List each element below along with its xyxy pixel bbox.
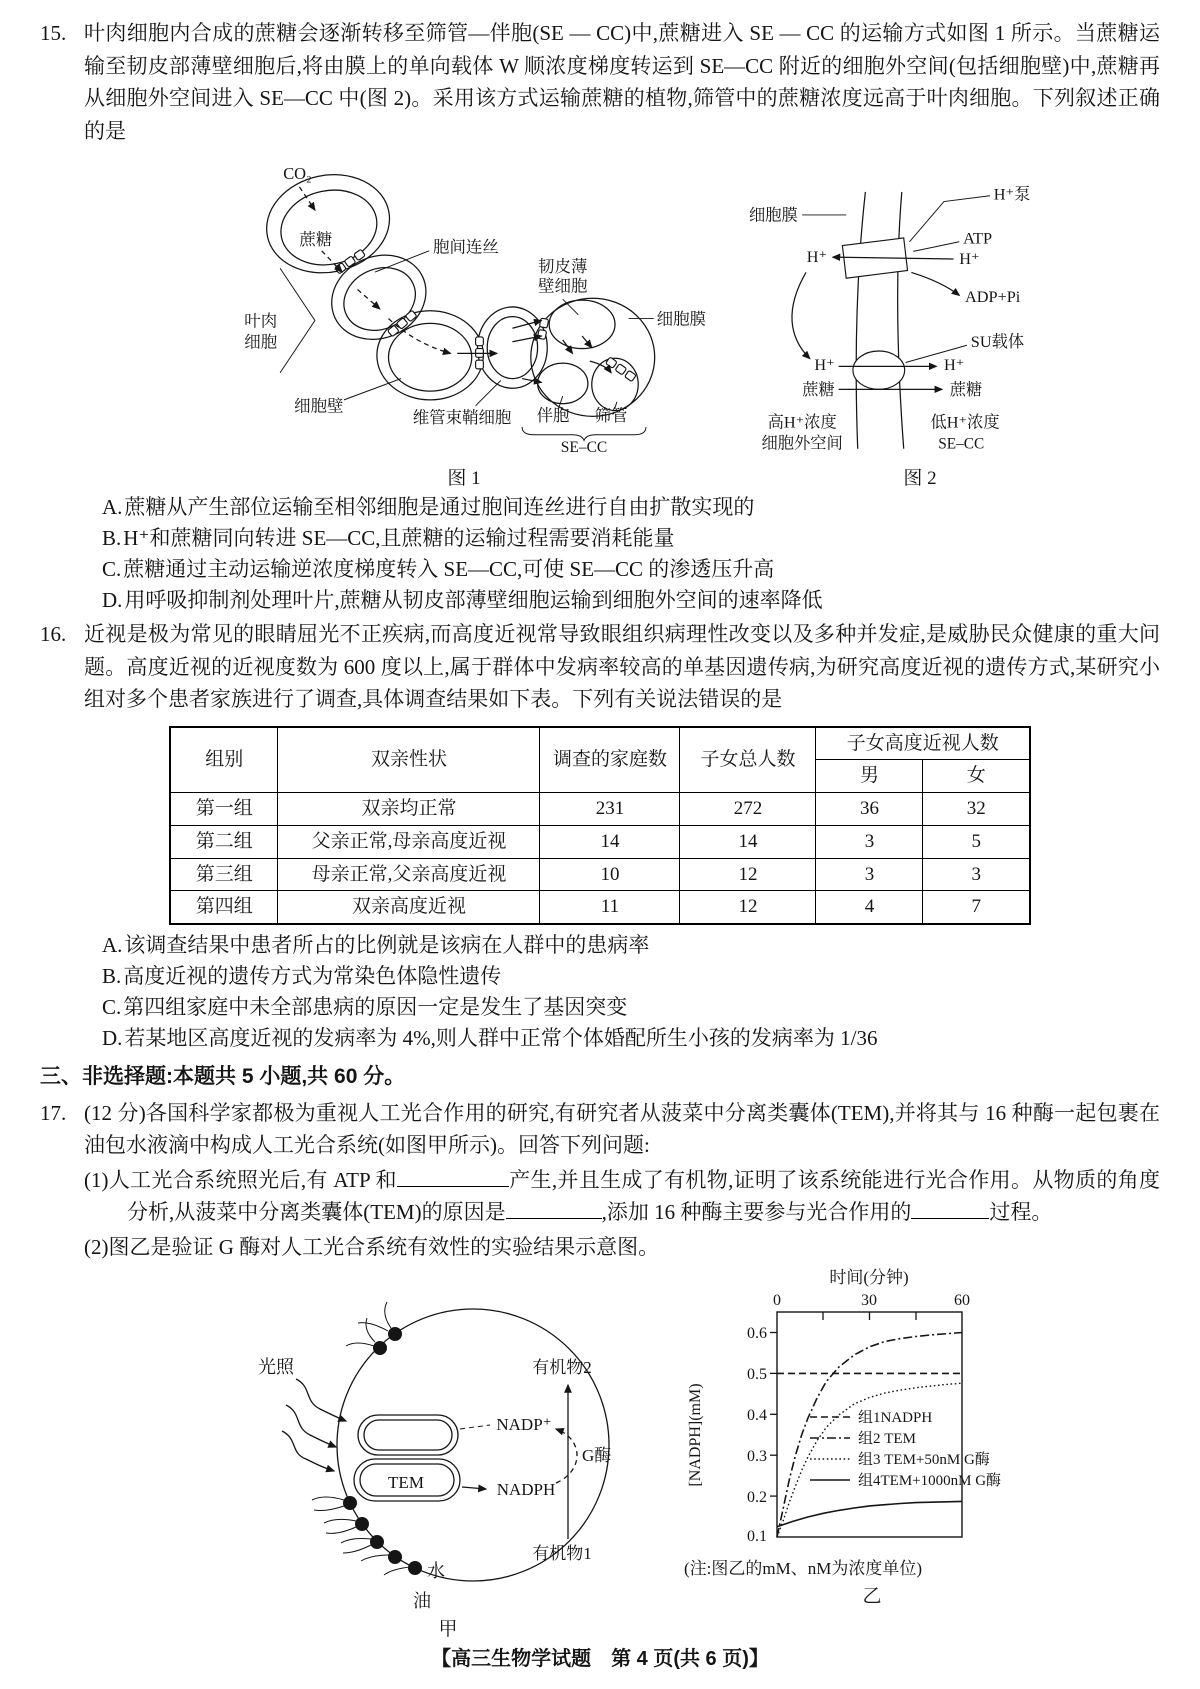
option-label: C.: [102, 557, 122, 582]
cell: 第二组: [170, 825, 278, 858]
table-row: [170, 858, 1030, 891]
question-17-figures: [238, 1267, 1160, 1641]
fig1-phloem-label-1: 韧皮薄: [538, 257, 588, 277]
cell: 第一组: [170, 793, 278, 826]
light-label: 光照: [258, 1357, 294, 1378]
option-16-c: [102, 993, 1160, 1022]
curve-series-4: [777, 1502, 962, 1527]
tem-label: TEM: [388, 1473, 424, 1493]
option-text: 若某地区高度近视的发病率为 4%,则人群中正常个体婚配所生小孩的发病率为 1/36: [124, 1026, 878, 1051]
option-16-a: [102, 931, 1160, 960]
option-16-d: [102, 1024, 1160, 1053]
y-tick-02: 0.2: [747, 1489, 767, 1507]
cell: 3: [816, 858, 923, 891]
table-row: [170, 793, 1030, 826]
figure-2-diagram: [714, 149, 1126, 461]
organic2-label: 有机物2: [532, 1358, 592, 1378]
option-text: 蔗糖从产生部位运输至相邻细胞是通过胞间连丝进行自由扩散实现的: [124, 495, 755, 520]
su-carrier-shape: [853, 351, 905, 389]
y-tick-01: 0.1: [747, 1528, 767, 1546]
col-header-families: 调查的家庭数: [540, 727, 680, 793]
g-enzyme-label: G酶: [582, 1446, 612, 1466]
option-label: B.: [102, 526, 122, 551]
question-16-number: 16.: [40, 622, 67, 647]
option-text: H⁺和蔗糖同向转进 SE—CC,且蔗糖的运输过程需要消耗能量: [123, 526, 675, 551]
col-header-male: 男: [816, 760, 923, 793]
y-tick-marks: [770, 1333, 777, 1497]
oil-label: 油: [413, 1591, 431, 1612]
option-label: B.: [102, 964, 122, 989]
option-16-b: [102, 962, 1160, 991]
part1-text-2: 产生,并且生成了有机物,证明了该系统能进行光合作用。从物质的角度分析,从菠菜中分离类囊体(TEM)的原因是: [127, 1167, 1160, 1225]
cell: 231: [540, 793, 680, 826]
cell: 14: [680, 825, 816, 858]
answer-blank-1: [397, 1165, 509, 1187]
question-17: [40, 1097, 1160, 1264]
fig2-secc-label: SE–CC: [938, 435, 985, 453]
membrane-lines: [856, 192, 903, 449]
cell: 3: [923, 858, 1030, 891]
y-tick-06: 0.6: [747, 1325, 767, 1343]
fig2-h-left-low-label: H⁺: [814, 355, 835, 375]
part1-text-1: (1)人工光合系统照光后,有 ATP 和: [84, 1167, 397, 1192]
col-header-children: 子女总人数: [680, 727, 816, 793]
option-label: D.: [102, 588, 123, 613]
bundle-sheath-cell: [377, 311, 483, 400]
reaction-arrows: [460, 1385, 577, 1539]
cell: 双亲高度近视: [278, 891, 540, 924]
figure-1-diagram: [222, 149, 706, 461]
cell: 12: [680, 858, 816, 891]
question-16-stem: 近视是极为常见的眼睛屈光不正疾病,而高度近视常导致眼组织病理性改变以及多种并发症,是威胁民众健康的重大问题。高度近视的近视度数为 600 度以上,属于群体中发病率较高的单基因遗传病,为研究高度近视的遗传方式,某研究小组对多个患者家族进行了调查,具体调查结果如下表。下列有关说法错误的是: [84, 622, 1160, 712]
option-label: A.: [102, 495, 123, 520]
cell: 10: [540, 858, 680, 891]
fig1-sieve-label: 筛管: [594, 406, 628, 426]
fig1-phloem-label-2: 壁细胞: [538, 276, 588, 296]
option-label: A.: [102, 933, 123, 958]
mesophyll-cell-b: [318, 240, 440, 355]
legend-series-1: 组1NADPH: [858, 1410, 933, 1427]
option-text: 高度近视的遗传方式为常染色体隐性遗传: [123, 964, 502, 989]
cell: 5: [923, 825, 1030, 858]
question-15-number: 15.: [40, 21, 67, 45]
cell: 272: [680, 793, 816, 826]
light-rays: [282, 1379, 346, 1471]
fig1-membrane-label: 细胞膜: [656, 309, 706, 329]
part1-text-4: 过程。: [989, 1200, 1053, 1225]
chart-note: (注:图乙的mM、nM为浓度单位): [684, 1559, 922, 1579]
fig2-pump-label: H⁺泵: [993, 184, 1031, 204]
question-15: [40, 17, 1160, 147]
nadp-label: NADP⁺: [496, 1415, 552, 1435]
cell: 第四组: [170, 891, 278, 924]
answer-blank-2: [506, 1197, 602, 1219]
fig1-sucrose-label: 蔗糖: [299, 230, 333, 250]
surfactant-dots-upper: [346, 1302, 402, 1355]
option-text: 蔗糖通过主动运输逆浓度梯度转入 SE—CC,可使 SE—CC 的渗透压升高: [123, 557, 775, 582]
x-tick-30: 30: [861, 1292, 877, 1310]
part1-text-3: ,添加 16 种酶主要参与光合作用的: [601, 1200, 912, 1225]
figure-2-caption: 图 2: [903, 468, 937, 490]
x-tick-60: 60: [954, 1292, 970, 1310]
question-15-stem: 叶肉细胞内合成的蔗糖会逐渐转移至筛管—伴胞(SE — CC)中,蔗糖进入 SE — CC 的运输方式如图 1 所示。当蔗糖运输至韧皮部薄壁细胞后,将由膜上的单向载体 W 顺浓度梯度转运到 SE—CC 附近的细胞外空间(包括细胞壁)中,蔗糖再从细胞外空间进入 SE—CC 中(图 2)。采用该方式运输蔗糖的植物,筛管中的蔗糖浓度远高于叶肉细胞。下列叙述正确的是: [84, 21, 1160, 143]
question-17-part1: [84, 1164, 1160, 1229]
fig1-companion-label: 伴胞: [536, 406, 570, 426]
figure-1-caption: 图 1: [447, 468, 481, 490]
fig1-co2-label: CO₂: [283, 164, 312, 184]
col-header-female: 女: [923, 760, 1030, 793]
figure-yi-chart: [682, 1267, 1062, 1552]
option-text: 第四组家庭中未全部患病的原因一定是发生了基因突变: [123, 995, 628, 1020]
chart-legend: [810, 1409, 1001, 1489]
question-17-stem: (12 分)各国科学家都极为重视人工光合作用的研究,有研究者从菠菜中分离类囊体(TEM),并将其与 16 种酶一起包裹在油包水液滴中构成人工光合系统(如图甲所示)。回答下列问题:: [84, 1100, 1160, 1158]
question-17-number: 17.: [40, 1100, 67, 1125]
question-16-options: [84, 931, 1160, 1053]
cell: 14: [540, 825, 680, 858]
chart-x-axis-title: 时间(分钟): [829, 1268, 909, 1288]
option-text: 该调查结果中患者所占的比例就是该病在人群中的患病率: [124, 933, 650, 958]
nadph-label: NADPH: [496, 1480, 556, 1500]
x-tick-marks: [823, 1312, 916, 1320]
fig2-low-h-label: 低H⁺浓度: [930, 412, 1000, 432]
fig2-sucrose-left-label: 蔗糖: [802, 380, 835, 400]
cell: 双亲均正常: [278, 793, 540, 826]
y-tick-05: 0.5: [747, 1366, 767, 1384]
fig2-h-left-top-label: H⁺: [806, 247, 828, 267]
figure-jia-caption: 甲: [438, 1619, 458, 1641]
option-label: C.: [102, 995, 122, 1020]
chart-y-axis-title: [NADPH](mM): [687, 1383, 704, 1487]
cell: 父亲正常,母亲高度近视: [278, 825, 540, 858]
cell: 7: [923, 891, 1030, 924]
fig1-mesophyll-label-1: 叶肉: [244, 311, 278, 331]
col-header-group: 组别: [170, 727, 278, 793]
answer-blank-3: [911, 1197, 989, 1219]
cell: 11: [540, 891, 680, 924]
figure-yi: [680, 1267, 1064, 1608]
question-17-body: [84, 1097, 1160, 1264]
option-label: D.: [102, 1026, 123, 1051]
fig2-atp-label: ATP: [963, 228, 993, 248]
option-15-b: [102, 524, 1160, 553]
figure-jia-diagram: [238, 1267, 658, 1612]
phloem-complex: [531, 298, 655, 416]
y-tick-04: 0.4: [747, 1407, 767, 1425]
option-15-a: [102, 493, 1160, 522]
middle-cell: [478, 307, 548, 388]
question-16: [40, 618, 1160, 716]
fig1-cell-wall-label: 细胞壁: [294, 396, 344, 416]
option-15-c: [102, 555, 1160, 584]
organic1-label: 有机物1: [532, 1544, 592, 1564]
figure-1: [222, 149, 706, 490]
legend-series-3: 组3 TEM+50nM G酶: [858, 1452, 990, 1469]
question-15-figures: [222, 149, 1160, 490]
cell: 36: [816, 793, 923, 826]
question-17-part2: (2)图乙是验证 G 酶对人工光合系统有效性的实验结果示意图。: [84, 1234, 660, 1259]
fig2-high-h-label: 高H⁺浓度: [767, 412, 837, 432]
option-text: 用呼吸抑制剂处理叶片,蔗糖从韧皮部薄壁细胞运输到细胞外空间的速率降低: [124, 588, 823, 613]
cell: 4: [816, 891, 923, 924]
cell: 母亲正常,父亲高度近视: [278, 858, 540, 891]
fig2-h-right-top-label: H⁺: [959, 248, 980, 268]
legend-series-4: 组4TEM+1000nM G酶: [858, 1473, 1002, 1490]
fig2-adp-label: ADP+Pi: [965, 287, 1021, 307]
section-3-header: 三、非选择题:本题共 5 小题,共 60 分。: [40, 1065, 406, 1089]
fig1-bundle-sheath-label: 维管束鞘细胞: [412, 408, 512, 428]
water-label: 水: [427, 1561, 445, 1582]
table-row: [170, 891, 1030, 924]
col-header-parents: 双亲性状: [278, 727, 540, 793]
survey-table: [169, 726, 1031, 926]
cell: 3: [816, 825, 923, 858]
fig2-outside-label: 细胞外空间: [761, 433, 843, 453]
fig2-membrane-label: 细胞膜: [749, 205, 798, 225]
mesophyll-cell-a: [257, 164, 398, 284]
fig1-plasmodesmata-label: 胞间连丝: [433, 237, 499, 257]
cell: 32: [923, 793, 1030, 826]
cell: 12: [680, 891, 816, 924]
legend-series-2: 组2 TEM: [858, 1431, 916, 1448]
figure-2: [714, 149, 1126, 490]
fig1-mesophyll-label-2: 细胞: [244, 332, 278, 352]
plasmodesmata-a-b: [335, 249, 366, 274]
fig2-h-right-low-label: H⁺: [943, 355, 965, 375]
cell: 第三组: [170, 858, 278, 891]
figure-jia: [238, 1267, 658, 1641]
fig1-secc-label: SE–CC: [560, 439, 608, 457]
option-15-d: [102, 586, 1160, 615]
fig2-sucrose-right-label: 蔗糖: [949, 380, 983, 400]
col-header-myopia: 子女高度近视人数: [816, 727, 1030, 760]
x-tick-0: 0: [773, 1292, 781, 1310]
fig2-su-carrier-label: SU载体: [970, 332, 1025, 352]
question-15-options: [84, 493, 1160, 615]
table-row: [170, 825, 1030, 858]
y-tick-03: 0.3: [747, 1448, 767, 1466]
figure-yi-caption: 乙: [862, 1586, 882, 1608]
page-footer: 【高三生物学试题 第 4 页(共 6 页)】: [431, 1648, 769, 1670]
